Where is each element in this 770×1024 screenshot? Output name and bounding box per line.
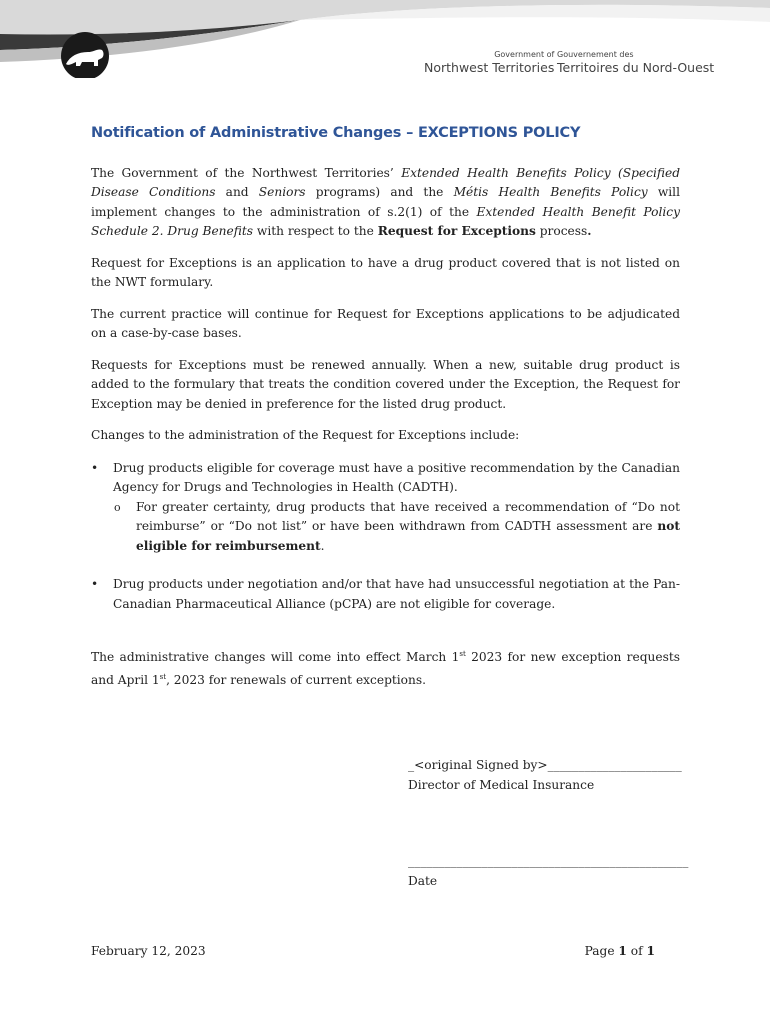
government-name-english <box>424 50 554 75</box>
paragraph-intro: The Government of the Northwest Territories’ Extended Health Benefits Policy (Specified Disease Conditions and Seniors programs) and the Métis Health Benefits Policy will implement changes to the administration of s.2(1) of the Extended Health Benefit Policy Schedule 2. Drug Benefits with respect to the Request for Exceptions process. <box>91 165 680 238</box>
polar-bear-logo <box>58 30 112 78</box>
date-label: Date <box>408 873 438 888</box>
paragraph-current-practice: The current practice will continue for Request for Exceptions applications to be adjudicated on a case-by-case bases. <box>91 306 680 340</box>
paragraph-effective-date: The administrative changes will come into effect March 1st 2023 for new exception requests and April 1st, 2023 for renewals of current exceptions. <box>91 650 680 687</box>
sub-list <box>113 498 680 557</box>
signature-title: Director of Medical Insurance <box>408 777 595 792</box>
changes-list <box>91 459 680 615</box>
government-name-french <box>557 50 714 75</box>
signature-block <box>408 756 682 795</box>
document-title: Notification of Administrative Changes – EXCEPTIONS POLICY <box>91 125 581 141</box>
sub-list-item: o For greater certainty, drug products that have received a recommendation of “Do not reimburse” or “Do not list” or have been withdrawn from CADTH assessment are not eligible for reimbursement. <box>91 498 680 557</box>
paragraph-definition: Request for Exceptions is an application to have a drug product covered that is not listed on the NWT formulary. <box>91 255 680 289</box>
footer-page-number: Page 1 of 1 <box>584 944 655 958</box>
date-line: ______________________________________________ <box>408 854 689 868</box>
gov-en-big: Northwest Territories <box>424 60 555 75</box>
gov-fr-big: Territoires du Nord-Ouest <box>557 60 715 75</box>
footer-date: February 12, 2023 <box>91 944 206 958</box>
date-block <box>408 852 688 891</box>
gov-fr-small: Gouvernement des <box>557 50 634 59</box>
list-item: • Drug products under negotiation and/or that have had unsuccessful negotiation at the Pan-Canadian Pharmaceutical Alliance (pCPA) are not eligible for coverage. <box>91 575 680 614</box>
signature-line: _<original Signed by>______________________ <box>408 758 682 772</box>
document-body <box>91 124 680 702</box>
paragraph-renewal: Requests for Exceptions must be renewed annually. When a new, suitable drug product is added to the formulary that treats the condition covered under the Exception, the Request for Exception may be denied in preference for the listed drug product. <box>91 357 680 411</box>
paragraph-changes-intro: Changes to the administration of the Request for Exceptions include: <box>91 428 520 442</box>
list-item: • Drug products eligible for coverage must have a positive recommendation by the Canadian Agency for Drugs and Technologies in Health (CADTH). o For greater certainty, drug products that have received a recommendation of “Do not reimburse” or “Do not list” or have been withdrawn from CADTH assessment are not eligible for reimbursement. <box>91 459 680 557</box>
gov-en-small: Government of <box>494 50 555 59</box>
